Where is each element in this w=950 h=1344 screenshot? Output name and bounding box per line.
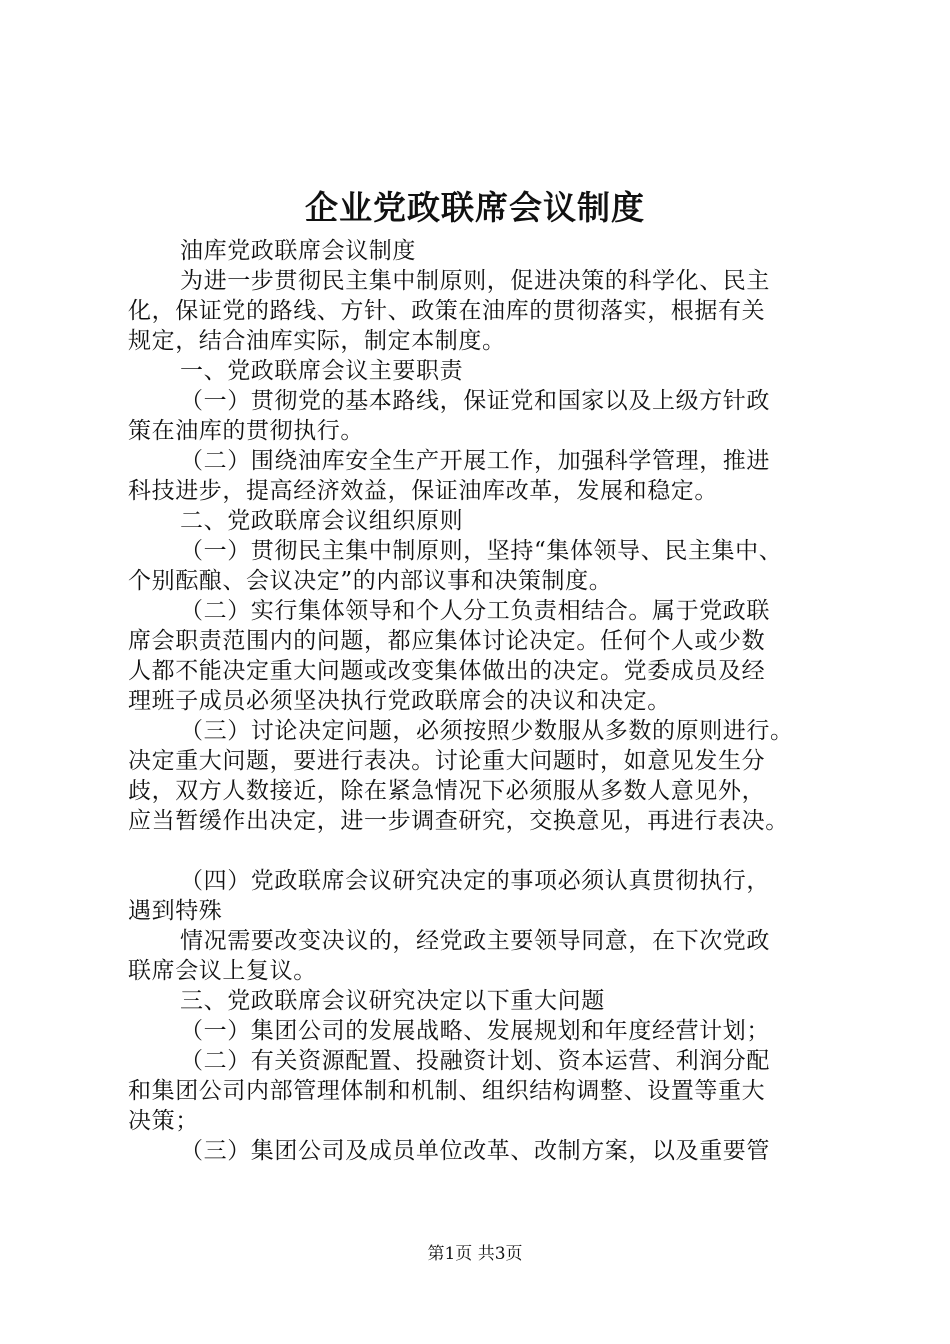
body-line: （二）围绕油库安全生产开展工作，加强科学管理，推进 (180, 448, 770, 474)
body-line: 决策； (128, 1108, 199, 1134)
body-line: 歧，双方人数接近，除在紧急情况下必须服从多数人意见外， (128, 778, 766, 804)
body-line: 二、党政联席会议组织原则 (180, 508, 464, 534)
body-line: （一）集团公司的发展战略、发展规划和年度经营计划； (180, 1018, 770, 1044)
body-line: （一）贯彻民主集中制原则，坚持“集体领导、民主集中、 (180, 538, 783, 564)
body-line: 和集团公司内部管理体制和机制、组织结构调整、设置等重大 (128, 1078, 766, 1104)
body-line: （四）党政联席会议研究决定的事项必须认真贯彻执行， (180, 868, 770, 894)
body-line: 规定，结合油库实际，制定本制度。 (128, 328, 506, 354)
body-line: （三）集团公司及成员单位改革、改制方案，以及重要管 (180, 1138, 770, 1164)
body-line: 遇到特殊 (128, 898, 223, 924)
body-line: 化，保证党的路线、方针、政策在油库的贯彻落实，根据有关 (128, 298, 766, 324)
body-line: 科技进步，提高经济效益，保证油库改革，发展和稳定。 (128, 478, 718, 504)
document-body (128, 236, 840, 1166)
body-line: 个别酝酿、会议决定”的内部议事和决策制度。 (128, 568, 613, 594)
body-line: 油库党政联席会议制度 (180, 238, 416, 264)
page-footer: 第1页 共3页 (427, 1244, 523, 1264)
body-line: 人都不能决定重大问题或改变集体做出的决定。党委成员及经 (128, 658, 766, 684)
body-line: 决定重大问题，要进行表决。讨论重大问题时，如意见发生分 (128, 748, 766, 774)
body-line: （三）讨论决定问题，必须按照少数服从多数的原则进行。 (180, 718, 794, 744)
body-line: 为进一步贯彻民主集中制原则，促进决策的科学化、民主 (180, 268, 770, 294)
body-line: （二）实行集体领导和个人分工负责相结合。属于党政联 (180, 598, 770, 624)
body-line: 联席会议上复议。 (128, 958, 317, 984)
body-line: （一）贯彻党的基本路线，保证党和国家以及上级方针政 (180, 388, 770, 414)
body-line: 策在油库的贯彻执行。 (128, 418, 364, 444)
body-line: 三、党政联席会议研究决定以下重大问题 (180, 988, 605, 1014)
body-line (128, 836, 840, 866)
body-line: 应当暂缓作出决定，进一步调查研究，交换意见，再进行表决。 (128, 808, 789, 834)
body-line: 理班子成员必须坚决执行党政联席会的决议和决定。 (128, 688, 671, 714)
document-title: 企业党政联席会议制度 (305, 188, 645, 227)
body-line: 席会职责范围内的问题，都应集体讨论决定。任何个人或少数 (128, 628, 766, 654)
body-line: 一、党政联席会议主要职责 (180, 358, 464, 384)
body-line: （二）有关资源配置、投融资计划、资本运营、利润分配 (180, 1048, 770, 1074)
body-line: 情况需要改变决议的，经党政主要领导同意，在下次党政 (180, 928, 770, 954)
